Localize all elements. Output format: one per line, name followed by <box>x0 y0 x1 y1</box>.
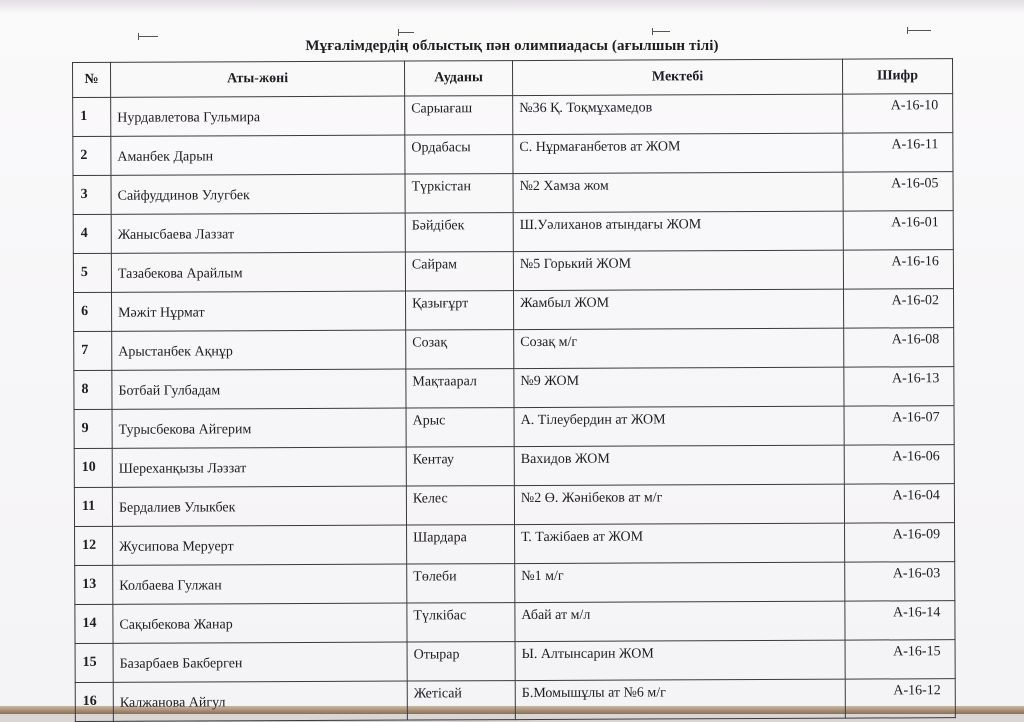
row-code: А-16-04 <box>844 484 954 523</box>
row-num: 3 <box>73 175 111 214</box>
row-code: А-16-13 <box>844 367 954 406</box>
scan-shadow <box>0 0 1024 14</box>
row-district: Жетісай <box>407 681 515 720</box>
row-code: А-16-12 <box>845 679 955 718</box>
row-num: 16 <box>75 682 113 721</box>
row-num: 9 <box>74 409 112 448</box>
table-row <box>74 445 954 488</box>
row-school: Абай ат м/л <box>515 601 845 641</box>
row-code: А-16-11 <box>843 133 953 172</box>
row-name: Аманбек Дарын <box>111 135 405 175</box>
row-school: Созақ м/г <box>514 328 844 368</box>
header-num: № <box>73 62 111 97</box>
row-name: Мәжіт Нұрмат <box>112 291 406 331</box>
table-row <box>75 562 955 605</box>
table-row <box>73 211 953 254</box>
header-name: Аты-жөні <box>111 61 405 97</box>
row-num: 1 <box>73 97 111 136</box>
row-name: Базарбаев Бакберген <box>113 642 407 682</box>
row-school: А. Тілеубердин ат ЖОМ <box>514 406 844 446</box>
row-school: Вахидов ЖОМ <box>514 445 844 485</box>
table-header-row <box>73 59 953 98</box>
row-school: Ы. Алтынсарин ЖОМ <box>515 640 845 680</box>
row-district: Түлкібас <box>407 603 515 642</box>
row-district: Төлеби <box>407 564 515 603</box>
row-num: 14 <box>75 604 113 643</box>
header-school: Мектебі <box>512 59 842 95</box>
row-code: А-16-09 <box>845 523 955 562</box>
row-code: А-16-05 <box>843 172 953 211</box>
row-district: Келес <box>406 486 514 525</box>
participants-table <box>72 58 956 722</box>
row-num: 6 <box>74 292 112 331</box>
row-district: Мақтаарал <box>406 369 514 408</box>
table-row <box>74 289 954 332</box>
row-school: Жамбыл ЖОМ <box>514 289 844 329</box>
scan-mark <box>907 30 931 31</box>
row-code: А-16-03 <box>845 562 955 601</box>
row-name: Калжанова Айгул <box>113 681 407 721</box>
table-row <box>74 484 954 527</box>
row-num: 4 <box>73 214 111 253</box>
row-name: Ботбай Гулбадам <box>112 369 406 409</box>
row-num: 13 <box>75 565 113 604</box>
row-num: 8 <box>74 370 112 409</box>
row-code: А-16-02 <box>843 289 953 328</box>
row-school: С. Нұрмағанбетов ат ЖОМ <box>513 133 843 173</box>
row-district: Түркістан <box>405 174 513 213</box>
row-code: А-16-08 <box>844 328 954 367</box>
scan-mark <box>398 32 414 33</box>
row-name: Жусипова Меруерт <box>113 525 407 565</box>
row-district: Шардара <box>407 525 515 564</box>
row-num: 10 <box>74 448 112 487</box>
row-district: Отырар <box>407 642 515 681</box>
row-school: №9 ЖОМ <box>514 367 844 407</box>
table-row <box>75 640 955 683</box>
row-district: Созақ <box>406 330 514 369</box>
row-num: 12 <box>75 526 113 565</box>
table-row <box>74 406 954 449</box>
scan-mark <box>138 36 158 37</box>
row-name: Арыстанбек Ақнұр <box>112 330 406 370</box>
table-row <box>75 601 955 644</box>
row-school: Т. Тажібаев ат ЖОМ <box>515 523 845 563</box>
row-name: Сайфуддинов Улугбек <box>111 174 405 214</box>
row-code: А-16-01 <box>843 211 953 250</box>
table-row <box>73 172 953 215</box>
row-school: №2 Ө. Жәнібеков ат м/г <box>514 484 844 524</box>
row-name: Шереханқызы Ләззат <box>112 447 406 487</box>
header-district: Ауданы <box>404 61 512 96</box>
row-num: 11 <box>74 487 112 526</box>
row-school: Б.Момышұлы ат №6 м/г <box>515 679 845 719</box>
row-name: Жанысбаева Лаззат <box>111 213 405 253</box>
table-row <box>73 94 953 137</box>
row-code: А-16-07 <box>844 406 954 445</box>
table-row <box>75 523 955 566</box>
row-district: Бәйдібек <box>405 213 513 252</box>
document-title: Мұғалімдердің облыстық пән олимпиадасы (ағылшын тілі) <box>305 38 719 54</box>
scan-mark <box>652 31 670 32</box>
table-row <box>75 679 955 722</box>
row-school: №5 Горький ЖОМ <box>513 250 843 290</box>
header-code: Шифр <box>842 59 952 94</box>
row-name: Сақыбекова Жанар <box>113 603 407 643</box>
row-district: Кентау <box>406 447 514 486</box>
table-row <box>74 328 954 371</box>
row-school: №36 Қ. Тоқмұхамедов <box>513 94 843 134</box>
row-name: Нурдавлетова Гульмира <box>111 96 405 136</box>
row-name: Колбаева Гулжан <box>113 564 407 604</box>
row-code: А-16-14 <box>845 601 955 640</box>
row-district: Сайрам <box>405 252 513 291</box>
row-num: 5 <box>73 253 111 292</box>
table-row <box>73 133 953 176</box>
row-name: Тазабекова Арайлым <box>111 252 405 292</box>
row-code: А-16-16 <box>843 250 953 289</box>
row-num: 15 <box>75 643 113 682</box>
row-code: А-16-10 <box>843 94 953 133</box>
row-num: 7 <box>74 331 112 370</box>
table-row <box>73 250 953 293</box>
row-school: №1 м/г <box>515 562 845 602</box>
row-district: Ордабасы <box>405 135 513 174</box>
row-name: Бердалиев Улыкбек <box>112 486 406 526</box>
row-district: Сарыағаш <box>405 96 513 135</box>
row-school: №2 Хамза жом <box>513 172 843 212</box>
row-code: А-16-15 <box>845 640 955 679</box>
row-name: Турысбекова Айгерим <box>112 408 406 448</box>
row-num: 2 <box>73 136 111 175</box>
row-code: А-16-06 <box>844 445 954 484</box>
table-row <box>74 367 954 410</box>
row-district: Арыс <box>406 408 514 447</box>
row-school: Ш.Уәлиханов атындағы ЖОМ <box>513 211 843 251</box>
row-district: Қазығұрт <box>406 291 514 330</box>
